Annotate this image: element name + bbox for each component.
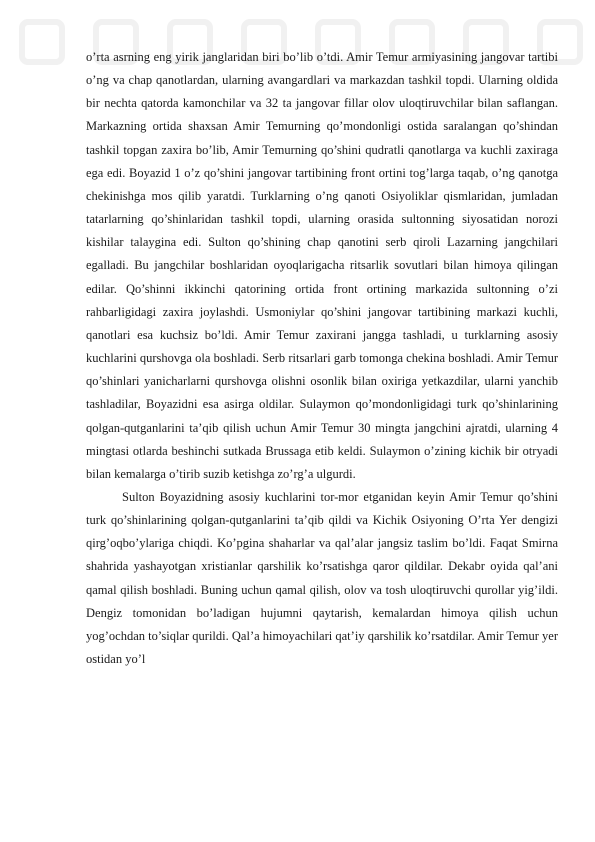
paragraph-2: Sulton Boyazidning asosiy kuchlarini tor-mor etganidan keyin Amir Temur qo’shini turk qo’shinlarining qolgan-qutganlarini ta’qib qildi va Kichik Osiyoning O’rta Yer dengizi qirg’oqbo’ylariga chiqdi. Ko’pgina shaharlar va qal’alar jangsiz taslim bo’ldi. Faqat Smirna shahrida yashayotgan xristianlar qarshilik ko’rsatishga qaror qildilar. Dekabr oyida qal’ani qamal qilish boshladi. Buning uchun qamal qilish, olov va tosh uloqtiruvchi qurollar yig’ildi. Dengiz tomonidan bo’ladigan hujumni qaytarish, kemalardan himoya qilish uchun yog’ochdan to’siqlar qurildi. Qal’a himoyachilari qat’iy qarshilik ko’rsatdilar. Amir Temur yer ostidan yo’l: [86, 489, 558, 667]
document-body: [86, 46, 558, 671]
watermark-shape-1: [22, 22, 62, 62]
paragraph-1: o’rta asrning eng yirik janglaridan biri bo’lib o’tdi. Amir Temur armiyasining jangovar tartibi o’ng va chap qanotlardan, ularning avangardlari va markazdan tashkil topdi. Ularning oldida bir nechta qatorda kamonchilar va 32 ta jangovar fillar olov uloqtiruvchilar bilan saflangan. Markazning ortida shaxsan Amir Temurning qo’mondonligi ostida saralangan qo’shindan tashkil topgan zaxira bo’lib, Amir Temurning qo’shini qudratli qanotlarga va kuchli zaxiraga ega edi. Boyazid 1 o’z qo’shini jangovar tartibining front ortini tog’larga taqab, o’ng qanotga chekinishga mos qilib yaratdi. Turklarning o’ng qanoti Osiyoliklar qismlaridan, jumladan tatarlarning qo’shinlaridan tashkil topdi, ularning orasida sultonning siyosatidan norozi kishilar talaygina edi. Sulton qo’shining chap qanotini serb qiroli Lazarning jangchilari egalladi. Bu jangchilar boshlaridan oyoqlarigacha ritsarlik sovutlari bilan himoya qilingan edilar. Qo’shinni ikkinchi qatorining ortida front ortining markazida sultonning o’zi rahbarligidagi zaxira joylashdi. Usmoniylar qo’shini jangovar tartibining markazi kuchli, qanotlari esa kuchsiz bo’ldi. Amir Temur zaxirani jangga tashladi, u turklarning asosiy kuchlarini qurshovga ola boshladi. Serb ritsarlari garb tomonga chekina boshladi. Amir Temur qo’shinlari yanicharlarni qurshovga olishni osonlik bilan oxiriga yetkazdilar, ularni yanchib tashladilar, Boyazidni esa asirga oldilar. Sulaymon qo’mondonligidagi turk qo’shinlarining qolgan-qutganlarini ta’qib qilish uchun Amir Temur 30 mingta jangchini ajratdi, ularning 4 mingtasi otlarda beshinchi sutkada Brussaga etib keldi. Sulaymon o’zining kichik bir otryadi bilan kemalarga o’tirib suzib ketishga zo’rg’a ulgurdi.: [86, 50, 558, 481]
